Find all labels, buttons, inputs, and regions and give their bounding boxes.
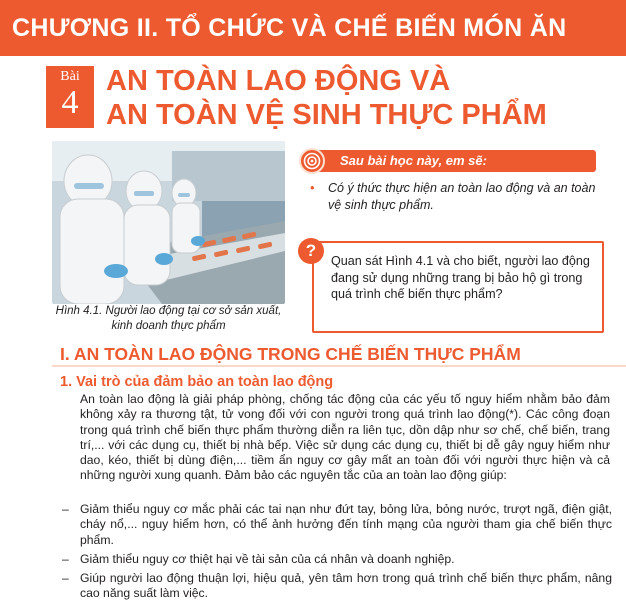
lesson-title-line2: AN TOÀN VỆ SINH THỰC PHẨM — [106, 99, 547, 131]
list-item — [62, 552, 612, 567]
list-item — [62, 571, 612, 602]
list-item-text: Giảm thiểu nguy cơ thiệt hại về tài sản của cá nhân và doanh nghiệp. — [80, 551, 455, 566]
goals-list — [310, 180, 600, 214]
target-icon — [299, 148, 325, 174]
chapter-title: CHƯƠNG II. TỔ CHỨC VÀ CHẾ BIẾN MÓN ĂN — [12, 13, 567, 42]
section-subtitle: 1. Vai trò của đảm bảo an toàn lao động — [60, 374, 334, 390]
bullet-icon: • — [310, 181, 315, 195]
bullet-list — [62, 502, 612, 606]
lesson-number: 4 — [61, 84, 79, 121]
list-item — [62, 502, 612, 548]
food-workers-illustration — [52, 141, 285, 304]
body-paragraph: An toàn lao động là giải pháp phòng, chống tác động của các yếu tố nguy hiểm nhằm bảo đảm không xảy ra thương tật, tử vong đối với con người trong quá trình lao động(*). Các công đoạn trong quá trình chế biến thực phẩm thường diễn ra liên tục, dồn dập như sơ chế, chế biến, trang trí,... với các dụng cụ, thiết bị nhà bếp. Việc sử dụng các dụng cụ, thiết bị dễ gây nguy hiểm như dao, kéo, thiết bị dùng điện,... tiềm ẩn nguy cơ gây mất an toàn đối với người thực hiện và cả những người xung quanh. Đảm bảo các nguyên tắc của an toàn lao động giúp: — [80, 392, 610, 483]
section-divider — [52, 365, 626, 367]
lesson-title — [106, 64, 626, 132]
figure-photo — [52, 141, 285, 304]
question-text: Quan sát Hình 4.1 và cho biết, người lao động đang sử dụng những trang bị bảo hộ gì trong quá trình chế biến thực phẩm? — [331, 254, 590, 301]
section-title: I. AN TOÀN LAO ĐỘNG TRONG CHẾ BIẾN THỰC PHẨM — [60, 344, 521, 364]
lesson-word: Bài — [60, 69, 80, 84]
dash-icon: – — [62, 571, 69, 586]
dash-icon: – — [62, 502, 69, 516]
chapter-banner — [0, 0, 626, 56]
goal-item-text: Có ý thức thực hiện an toàn lao động và an toàn vệ sinh thực phẩm. — [328, 181, 596, 212]
goals-heading: Sau bài học này, em sẽ: — [340, 153, 487, 168]
goal-item — [310, 180, 600, 214]
figure-caption: Hình 4.1. Người lao động tại cơ sở sản xuất, kinh doanh thực phẩm — [55, 305, 282, 332]
list-item-text: Giúp người lao động thuận lợi, hiệu quả, yên tâm hơn trong quá trình chế biến thực phẩm, nâng cao năng suất làm việc. — [80, 571, 612, 601]
list-item-text: Giảm thiểu nguy cơ mắc phải các tai nạn như đứt tay, bỏng lửa, bỏng nước, trượt ngã, điện giật, cháy nổ,... nguy hiểm hơn, có thể ảnh hưởng đến tính mạng của người tham gia chế biến thực phẩm. — [80, 502, 612, 547]
goals-heading-bar — [318, 150, 596, 172]
lesson-badge — [46, 66, 94, 128]
dash-icon: – — [62, 551, 69, 566]
lesson-title-line1: AN TOÀN LAO ĐỘNG VÀ — [106, 65, 451, 97]
question-icon: ? — [298, 238, 324, 264]
